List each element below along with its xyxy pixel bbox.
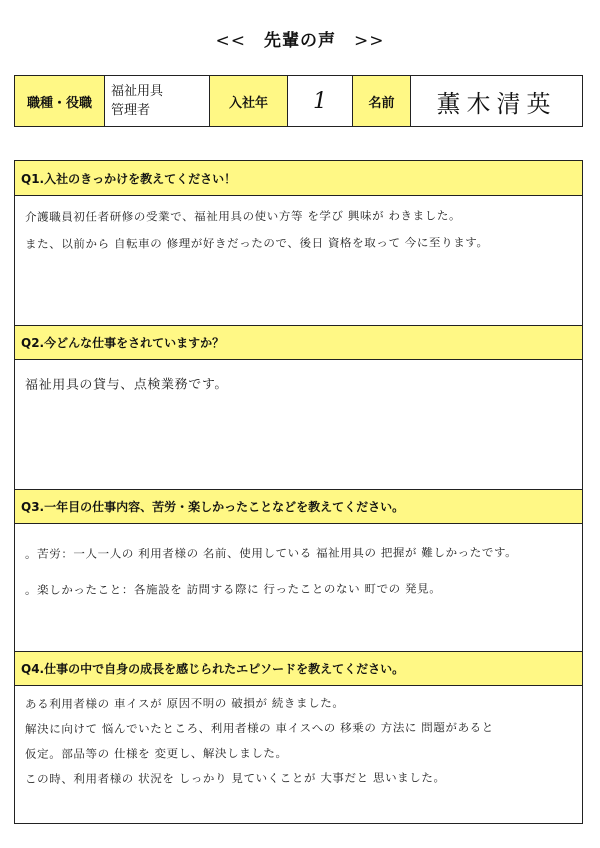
question-1-header: Q1.入社のきっかけを教えてください！: [15, 161, 582, 196]
title-text: 先輩の声: [264, 31, 336, 51]
title-left-bracket: <<: [215, 31, 246, 51]
name-label: 名前: [353, 76, 411, 126]
answer-3-line-2: 。楽しかったこと：各施設を 訪問する際に 行ったことのない 町での 発見。: [24, 581, 442, 597]
answer-2: [25, 371, 574, 398]
job-value: [105, 76, 210, 126]
question-4-header: Q4.仕事の中で自身の成長を感じられたエピソードを教えてください。: [15, 651, 582, 686]
answer-3-line-1: 。苦労：一人一人の 利用者様の 名前、使用している 福祉用具の 把握が 難しかったです。: [24, 545, 518, 561]
answer-3: [25, 535, 574, 607]
answer-4-line-1: ある利用者様の 車イスが 原因不明の 破損が 続きました。: [24, 695, 345, 711]
answer-4-line-3: 仮定。部品等の 仕様を 変更し、解決しました。: [24, 746, 288, 761]
title-right-bracket: >>: [354, 31, 385, 51]
question-3-header: Q3.一年目の仕事内容、苦労・楽しかったことなどを教えてください。: [15, 489, 582, 524]
year-label: 入社年: [210, 76, 288, 126]
qa-section: [14, 160, 583, 824]
answer-4: [25, 691, 574, 791]
question-2-header: Q2.今どんな仕事をされていますか？: [15, 325, 582, 360]
year-value: 1: [288, 76, 353, 126]
answer-1: [25, 203, 574, 257]
answer-2-line-1: 福祉用具の貸与、点検業務です。: [24, 377, 228, 393]
answer-4-line-2: 解決に向けて 悩んでいたところ、利用者様の 車イスへの 移乗の 方法に 問題があると: [24, 720, 494, 736]
answer-1-line-1: 介護職員初任者研修の受業で、福祉用具の使い方等 を学び 興味が わきました。: [24, 208, 462, 224]
job-value-line1: 福祉用具: [111, 84, 164, 99]
name-value: 薫木清英: [436, 89, 557, 118]
profile-table: [14, 75, 583, 127]
job-value-line2: 管理者: [111, 103, 151, 118]
page-title: [0, 26, 600, 51]
answer-1-line-2: また、以前から 自転車の 修理が好きだったので、後日 資格を取って 今に至ります。: [24, 235, 489, 251]
answer-4-line-4: この時、利用者様の 状況を しっかり 見ていくことが 大事だと 思いました。: [24, 770, 446, 786]
job-label: 職種・役職: [15, 76, 105, 126]
